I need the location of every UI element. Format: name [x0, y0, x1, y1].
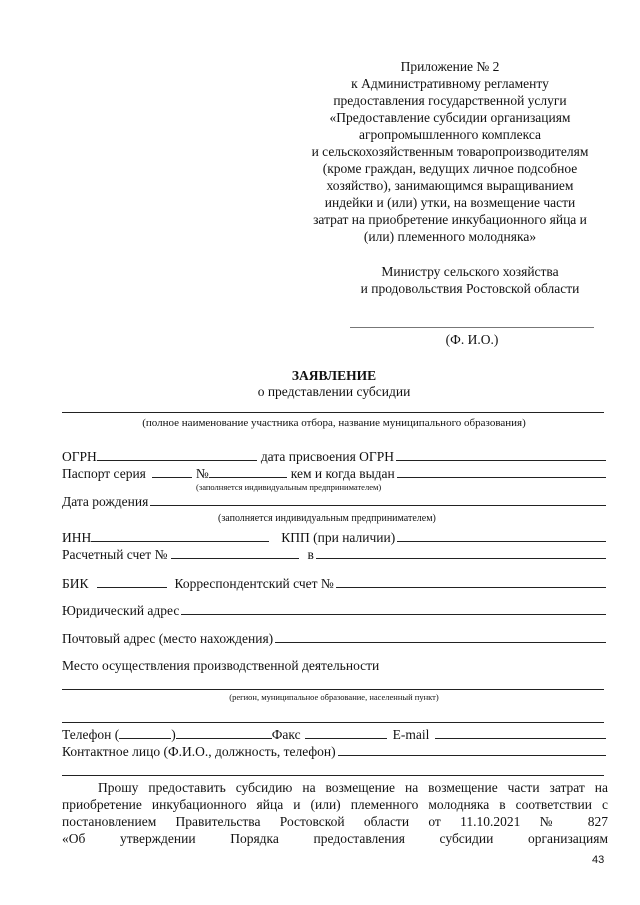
fax-label: Факс: [271, 727, 301, 742]
page-title: ЗАЯВЛЕНИЕ: [291, 368, 377, 383]
appendix-line: предоставления государственной услуги: [333, 93, 567, 108]
kpp-field[interactable]: [397, 529, 606, 542]
fio-caption: (Ф. И.О.): [445, 332, 499, 347]
kpp-label: КПП (при наличии): [281, 530, 396, 545]
paragraph-line: постановлением Правительства Ростовской области от 11.10.2021 № 827: [62, 814, 608, 829]
appendix-line: Приложение № 2: [400, 59, 500, 74]
phone-label: Телефон (: [62, 727, 120, 742]
corr-account-label: Корреспондентский счет №: [174, 576, 334, 591]
addressee-block: [330, 263, 610, 297]
corr-account-field[interactable]: [336, 575, 606, 588]
ogrn-field[interactable]: [97, 448, 257, 461]
passport-series-field[interactable]: [152, 465, 192, 478]
phone-code-field[interactable]: [119, 726, 171, 739]
appendix-line: (кроме граждан, ведущих личное подсобное: [322, 161, 578, 176]
phone-close: ): [171, 727, 176, 742]
account-field[interactable]: [171, 546, 299, 559]
paragraph-line: «Об утверждении Порядка предоставления субсидии организациям: [62, 831, 608, 846]
appendix-block: [290, 58, 610, 245]
paragraph-line: Прошу предоставить субсидию на возмещение на возмещение части затрат на: [98, 780, 608, 795]
appendix-line: к Административному регламенту: [351, 76, 549, 91]
passport-number-label: №: [195, 466, 209, 481]
issued-by-field[interactable]: [397, 465, 606, 478]
ogrn-date-field[interactable]: [396, 448, 606, 461]
passport-series-label: Паспорт серия: [62, 466, 146, 481]
production-place-field[interactable]: [62, 689, 604, 690]
addressee-line-2: и продовольствия Ростовской области: [360, 281, 580, 296]
postal-address-row: [62, 630, 606, 647]
phone-row: [62, 726, 606, 743]
birth-date-label: Дата рождения: [62, 494, 149, 509]
bik-row: [62, 575, 606, 592]
bik-label: БИК: [62, 576, 89, 591]
fax-field[interactable]: [305, 726, 387, 739]
legal-address-label: Юридический адрес: [62, 603, 180, 618]
issued-by-label: кем и когда выдан: [290, 466, 395, 481]
region-caption: (регион, муниципальное образование, населенный пункт): [229, 692, 439, 702]
production-place-label: Место осуществления производственной деятельности: [62, 658, 380, 673]
postal-address-field[interactable]: [275, 630, 606, 643]
request-paragraph: [62, 779, 608, 847]
inn-row: [62, 529, 606, 546]
legal-address-field[interactable]: [181, 602, 606, 615]
ip-note: (заполняется индивидуальным предпринимателем): [196, 482, 382, 492]
contact-extra-field[interactable]: [62, 775, 604, 776]
passport-number-field[interactable]: [209, 465, 287, 478]
account-label: Расчетный счет №: [62, 547, 168, 562]
bik-field[interactable]: [97, 575, 167, 588]
participant-name-field[interactable]: [62, 412, 604, 413]
paragraph-line: приобретение инкубационного яйца и (или) племенного молодняка в соответствии с: [62, 797, 608, 812]
birth-date-field[interactable]: [150, 493, 606, 506]
participant-caption: (полное наименование участника отбора, название муниципального образования): [142, 417, 526, 429]
email-label: E-mail: [392, 727, 430, 742]
inn-label: ИНН: [62, 530, 92, 545]
legal-address-row: [62, 602, 606, 619]
inn-field[interactable]: [91, 529, 269, 542]
contact-field[interactable]: [338, 743, 606, 756]
email-field[interactable]: [435, 726, 606, 739]
bank-label: в: [307, 547, 314, 562]
appendix-line: (или) племенного молодняка»: [363, 229, 537, 244]
passport-row: [62, 465, 606, 482]
appendix-line: и сельскохозяйственным товаропроизводителям: [311, 144, 589, 159]
fio-signature-line[interactable]: [350, 327, 594, 328]
contact-row: [62, 743, 606, 760]
postal-address-label: Почтовый адрес (место нахождения): [62, 631, 274, 646]
appendix-line: агропромышленного комплекса: [359, 127, 541, 142]
addressee-line-1: Министру сельского хозяйства: [381, 264, 559, 279]
bank-field[interactable]: [316, 546, 606, 559]
birth-date-row: [62, 493, 606, 510]
page-subtitle: о представлении субсидии: [257, 384, 411, 399]
page-number: 43: [592, 854, 605, 866]
ogrn-label: ОГРН: [62, 449, 97, 464]
appendix-line: «Предоставление субсидии организациям: [329, 110, 571, 125]
ogrn-row: [62, 448, 606, 465]
appendix-line: индейки и (или) утки, на возмещение части: [324, 195, 576, 210]
appendix-line: хозяйство), занимающимся выращиванием: [326, 178, 574, 193]
account-row: [62, 546, 606, 563]
contact-label: Контактное лицо (Ф.И.О., должность, телефон): [62, 744, 336, 759]
phone-field[interactable]: [176, 726, 272, 739]
ip-note: (заполняется индивидуальным предпринимателем): [218, 513, 436, 524]
appendix-line: затрат на приобретение инкубационного яйца и: [313, 212, 587, 227]
ogrn-date-label: дата присвоения ОГРН: [260, 449, 394, 464]
extra-line-field[interactable]: [62, 722, 604, 723]
